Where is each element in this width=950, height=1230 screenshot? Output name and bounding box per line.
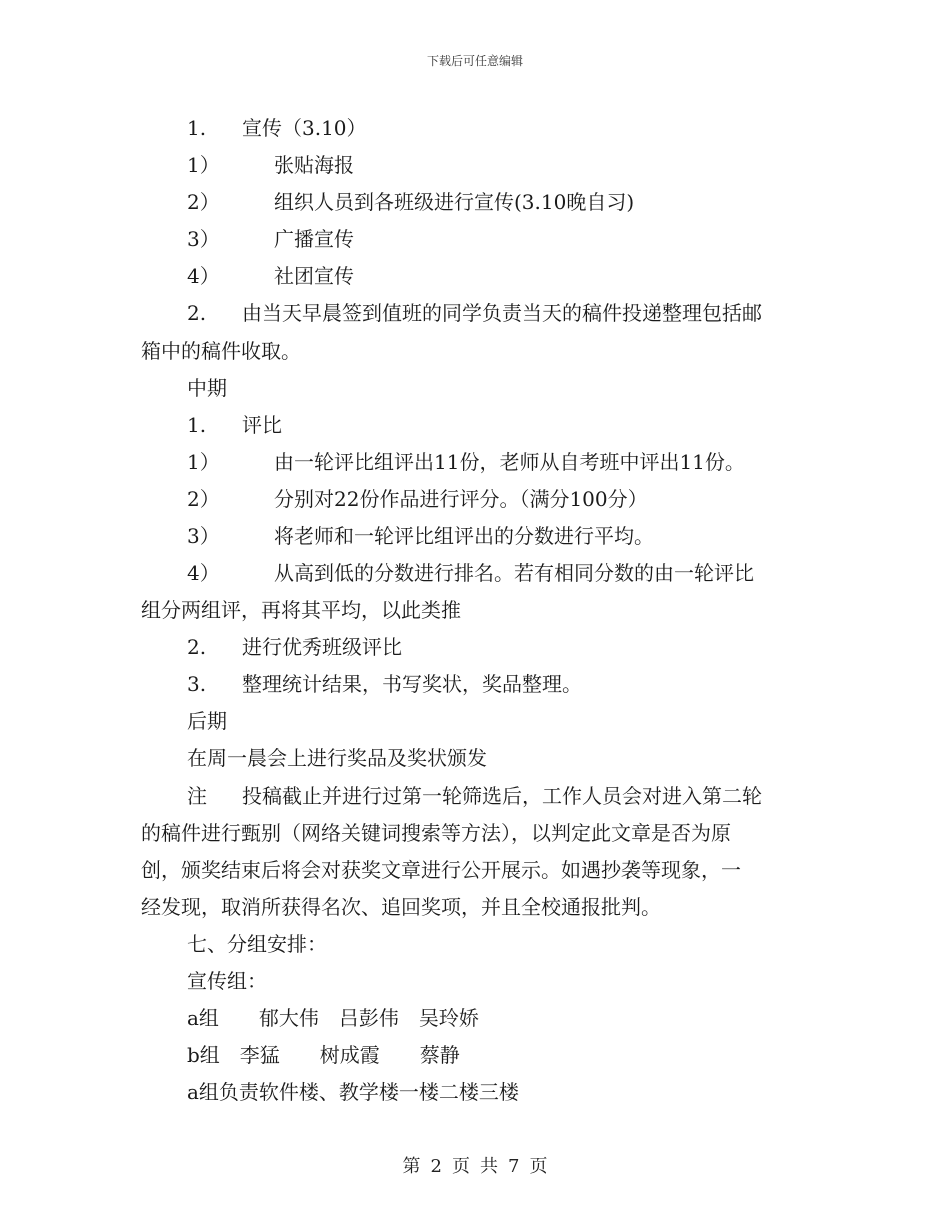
list-item (187, 299, 762, 327)
list-item (187, 188, 634, 216)
item-text: 宣传（3.10） (242, 116, 367, 140)
group-line: a组 郁大伟 吕彭伟 吴玲娇 (187, 1006, 479, 1030)
list-item (187, 559, 754, 587)
item-number: 3） (187, 227, 220, 251)
page-number: 2 (430, 1156, 442, 1177)
item-number: 4） (187, 561, 220, 585)
item-number: 1） (187, 450, 220, 474)
item-number: 2. (187, 301, 207, 325)
list-item (187, 262, 354, 290)
footer-mid2: 共 (480, 1156, 498, 1177)
item-number: 1. (187, 413, 207, 437)
item-text: 分别对22份作品进行评分。（满分100分） (274, 487, 648, 511)
item-text: 由当天早晨签到值班的同学负责当天的稿件投递整理包括邮 (242, 301, 762, 325)
page-total: 7 (508, 1156, 520, 1177)
group-line: b组 李猛 树成霞 蔡静 (187, 1043, 460, 1067)
paragraph-line: 在周一晨会上进行奖品及奖状颁发 (187, 746, 487, 770)
note-label: 注 (187, 784, 207, 808)
list-item (187, 225, 354, 253)
footer-pre: 第 (402, 1156, 421, 1177)
list-item (187, 670, 582, 698)
paragraph-line: 组分两组评，再将其平均，以此类推 (141, 598, 461, 622)
list-item (187, 411, 282, 439)
item-text: 由一轮评比组评出11份，老师从自考班中评出11份。 (274, 450, 745, 474)
item-number: 2. (187, 635, 207, 659)
paragraph-line: 箱中的稿件收取。 (141, 339, 301, 363)
item-text: 广播宣传 (274, 227, 354, 251)
paragraph-line: 宣传组： (187, 969, 267, 993)
section-heading: 七、分组安排： (187, 932, 327, 956)
item-number: 2） (187, 487, 220, 511)
paragraph-line: 的稿件进行甄别（网络关键词搜索等方法），以判定此文章是否为原 (141, 821, 731, 845)
item-number: 3. (187, 672, 207, 696)
item-text: 评比 (242, 413, 282, 437)
item-number: 1. (187, 116, 207, 140)
item-number: 4） (187, 264, 220, 288)
item-number: 2） (187, 190, 220, 214)
list-item (187, 151, 354, 179)
footer-mid: 页 (452, 1156, 470, 1177)
page-header: 下载后可任意编辑 (426, 54, 523, 68)
paragraph-line: 经发现，取消所获得名次、追回奖项，并且全校通报批判。 (141, 895, 661, 919)
section-heading: 中期 (187, 376, 227, 400)
footer-post: 页 (529, 1156, 548, 1177)
note-item (187, 782, 762, 810)
item-text: 进行优秀班级评比 (242, 635, 402, 659)
item-text: 社团宣传 (274, 264, 354, 288)
section-heading: 后期 (187, 709, 227, 733)
item-text: 将老师和一轮评比组评出的分数进行平均。 (274, 524, 654, 548)
item-text: 张贴海报 (274, 153, 354, 177)
item-text: 投稿截止并进行过第一轮筛选后，工作人员会对进入第二轮 (242, 784, 762, 808)
item-number: 3） (187, 524, 220, 548)
item-text: 整理统计结果，书写奖状，奖品整理。 (242, 672, 582, 696)
list-item (187, 114, 367, 142)
paragraph-line: a组负责软件楼、教学楼一楼二楼三楼 (187, 1080, 519, 1104)
list-item (187, 448, 745, 476)
list-item (187, 522, 654, 550)
list-item (187, 485, 648, 513)
paragraph-line: 创，颁奖结束后将会对获奖文章进行公开展示。如遇抄袭等现象，一 (141, 858, 741, 882)
item-number: 1） (187, 153, 220, 177)
item-text: 组织人员到各班级进行宣传(3.10晚自习) (274, 190, 635, 214)
list-item (187, 633, 402, 661)
page-footer (0, 1152, 950, 1178)
item-text: 从高到低的分数进行排名。若有相同分数的由一轮评比 (274, 561, 754, 585)
